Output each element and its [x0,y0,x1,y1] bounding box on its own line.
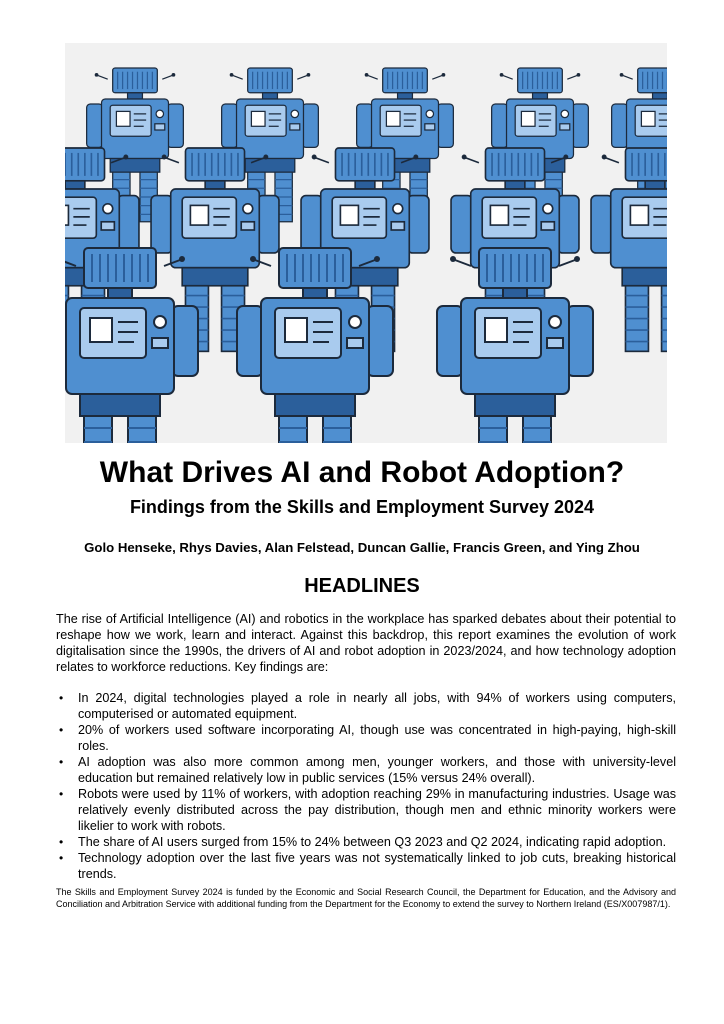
finding-text: Technology adoption over the last five years was not systematically linked to job cuts, breaking historical trends. [78,851,676,881]
robot-figure [65,248,198,443]
bullet-icon: • [59,691,64,705]
robot-figure [591,148,667,351]
robot-workers-illustration [65,43,667,443]
finding-text: AI adoption was also more common among men, younger workers, and those with university-level education but remained relatively low in public services (15% versus 24% overall). [78,755,676,785]
finding-item [56,690,676,722]
finding-item [56,786,676,834]
report-subtitle: Findings from the Skills and Employment Survey 2024 [129,497,595,517]
finding-item [56,850,676,882]
finding-item [56,754,676,786]
headlines-heading: HEADLINES [304,575,420,597]
intro-paragraph: The rise of Artificial Intelligence (AI) and robotics in the workplace has sparked debates about their potential to reshape how we work, learn and interact. Against this backdrop, this report examines the evolution of work digitalisation since the 1990s, the drivers of AI and robot adoption in 2023/2024, and how technology adoption relates to workforce reductions. Key findings are: [56,612,676,674]
bullet-icon: • [59,723,64,737]
finding-text: Robots were used by 11% of workers, with adoption reaching 29% in manufacturing industries. Usage was relatively evenly distributed across the pay distribution, though men and ethnic minority workers were likelier to work with robots. [78,787,676,833]
funding-note: The Skills and Employment Survey 2024 is funded by the Economic and Social Research Council, the Department for Education, and the Advisory and Conciliation and Arbitration Service with additional funding from the Department for the Economy to extend the survey to Northern Ireland (ES/X007987/1). [56,887,676,909]
bullet-icon: • [59,851,64,865]
robot-figure [437,248,593,443]
key-findings-list [56,690,676,882]
report-title: What Drives AI and Robot Adoption? [99,456,625,489]
finding-item [56,834,676,850]
finding-item [56,722,676,754]
finding-text: The share of AI users surged from 15% to 24% between Q3 2023 and Q2 2024, indicating rapid adoption. [78,835,667,849]
cover-illustration [65,43,667,443]
bullet-icon: • [59,787,64,801]
author-list: Golo Henseke, Rhys Davies, Alan Felstead, Duncan Gallie, Francis Green, and Ying Zhou [84,540,640,555]
finding-text: 20% of workers used software incorporating AI, though use was concentrated in high-paying, high-skill roles. [78,723,676,753]
bullet-icon: • [59,755,64,769]
finding-text: In 2024, digital technologies played a role in nearly all jobs, with 94% of workers using computers, computerised or automated equipment. [78,691,676,721]
bullet-icon: • [59,835,64,849]
